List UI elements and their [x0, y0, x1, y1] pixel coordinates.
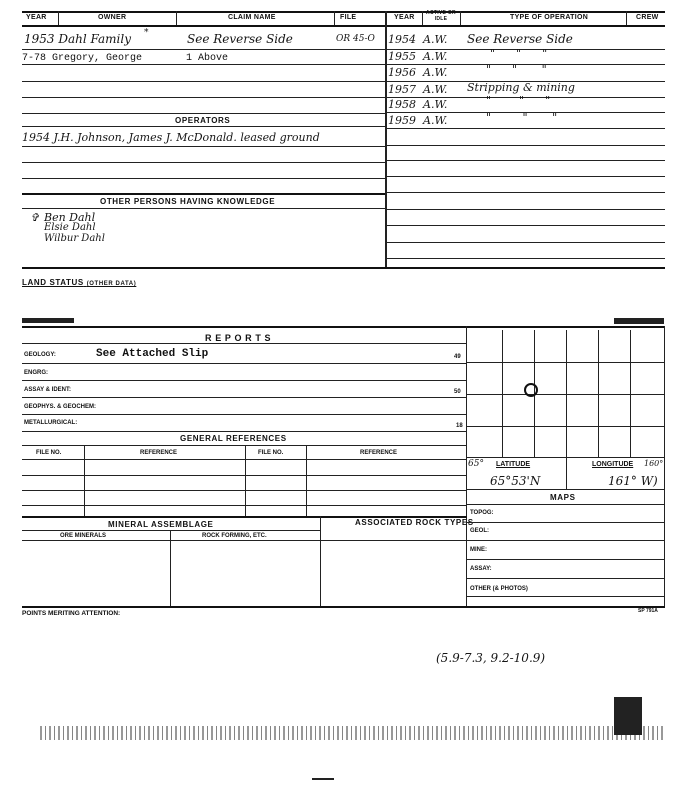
maps-geol: GEOL: [470, 528, 489, 534]
latitude-label: LATITUDE [496, 461, 531, 468]
scan-noise-band [40, 726, 665, 740]
geophys-label: GEOPHYS. & GEOCHEM: [24, 404, 97, 410]
owner-mark: * [144, 28, 149, 38]
land-status-note: (OTHER DATA) [86, 281, 137, 287]
associated-rock-types: ASSOCIATED ROCK TYPES [355, 518, 474, 527]
knowledge-mark: ✞ [30, 211, 40, 224]
activity-status: A.W. [423, 98, 448, 111]
activity-year: 1954 [388, 33, 416, 46]
knowledge-name: Wilbur Dahl [44, 233, 105, 244]
operators-title: OPERATORS [175, 116, 231, 125]
engrg-label: ENGRG: [24, 370, 48, 376]
land-status-label: LAND STATUS [22, 278, 84, 287]
ref-col-file-no: FILE NO. [36, 450, 62, 456]
mineral-title: MINERAL ASSEMBLAGE [108, 520, 214, 529]
maps-topog: TOPOG: [470, 510, 494, 516]
metallurgical-num: 18 [456, 423, 463, 429]
land-status [22, 278, 136, 287]
col-year: YEAR [26, 14, 47, 21]
owner-entry-2: 7-78 Gregory, George [22, 53, 143, 64]
activity-status: A.W. [423, 33, 448, 46]
activity-ditto: " " " [490, 47, 548, 60]
maps-assay: ASSAY: [470, 566, 492, 572]
activity-status: A.W. [423, 66, 448, 79]
knowledge-name: Ben Dahl [44, 211, 96, 224]
points-meriting-attention: POINTS MERITING ATTENTION: [22, 610, 121, 617]
activity-operation: Stripping & mining [467, 81, 575, 94]
activity-ditto: " " " [486, 94, 551, 107]
activity-year: 1956 [388, 66, 416, 79]
owner-entry-1: 1953 Dahl Family [24, 32, 132, 46]
claim-entry-2: 1 Above [186, 53, 229, 64]
general-references-title: GENERAL REFERENCES [180, 434, 287, 443]
col-type-of-operation: TYPE OF OPERATION [510, 14, 589, 21]
col-active-or-idle: ACTIVE OR IDLE [426, 10, 456, 22]
lat-left: 65° [468, 459, 484, 469]
longitude-label: LONGITUDE [592, 461, 634, 468]
knowledge-name: Elsie Dahl [44, 222, 96, 233]
activity-status: A.W. [423, 50, 448, 63]
metallurgical-label: METALLURGICAL: [24, 420, 78, 426]
activity-year: 1959 [388, 114, 416, 127]
ore-minerals-label: ORE MINERALS [60, 533, 107, 539]
maps-title: MAPS [550, 493, 576, 502]
geology-num: 49 [454, 354, 461, 360]
assay-num: 50 [454, 389, 461, 395]
activity-status: A.W. [423, 83, 448, 96]
activity-status: A.W. [423, 114, 448, 127]
file-entry-1: OR 45-O [336, 34, 375, 44]
ref-col-reference: REFERENCE [140, 450, 178, 456]
activity-year: 1957 [388, 83, 416, 96]
col-owner: OWNER [98, 14, 127, 21]
col-claim-name: CLAIM NAME [228, 14, 276, 21]
geology-label: GEOLOGY: [24, 352, 56, 358]
scan-noise-block [614, 697, 642, 735]
lat-value: 65°53'N [490, 474, 541, 488]
assay-label: ASSAY & IDENT: [24, 387, 72, 393]
maps-mine: MINE: [470, 547, 487, 553]
claim-entry-1: See Reverse Side [187, 32, 293, 46]
ref-col-reference-2: REFERENCE [360, 450, 398, 456]
activity-operation: See Reverse Side [467, 32, 573, 46]
form-number: SP 791A [638, 608, 658, 614]
activity-year: 1958 [388, 98, 416, 111]
location-marker-icon [524, 383, 538, 397]
col-file: FILE [340, 14, 357, 21]
knowledge-title: OTHER PERSONS HAVING KNOWLEDGE [100, 197, 276, 206]
coords-note: (5.9-7.3, 9.2-10.9) [436, 651, 546, 665]
col-crew: CREW [636, 14, 659, 21]
long-value: 161° W) [608, 474, 658, 488]
long-right: 160° [644, 459, 664, 468]
operator-entry: 1954 J.H. Johnson, James J. McDonald. leased ground [22, 131, 320, 144]
ref-col-file-no-2: FILE NO. [258, 450, 284, 456]
activity-year: 1955 [388, 50, 416, 63]
activity-ditto: " " " [486, 63, 547, 76]
col-year-2: YEAR [394, 14, 415, 21]
geology-value: See Attached Slip [96, 348, 209, 360]
maps-other: OTHER (& PHOTOS) [470, 586, 528, 592]
rock-forming-label: ROCK FORMING, ETC. [202, 533, 267, 539]
reports-title: R E P O R T S [205, 333, 272, 343]
activity-ditto: " " " [486, 111, 558, 124]
scan-noise-dash [312, 778, 334, 780]
